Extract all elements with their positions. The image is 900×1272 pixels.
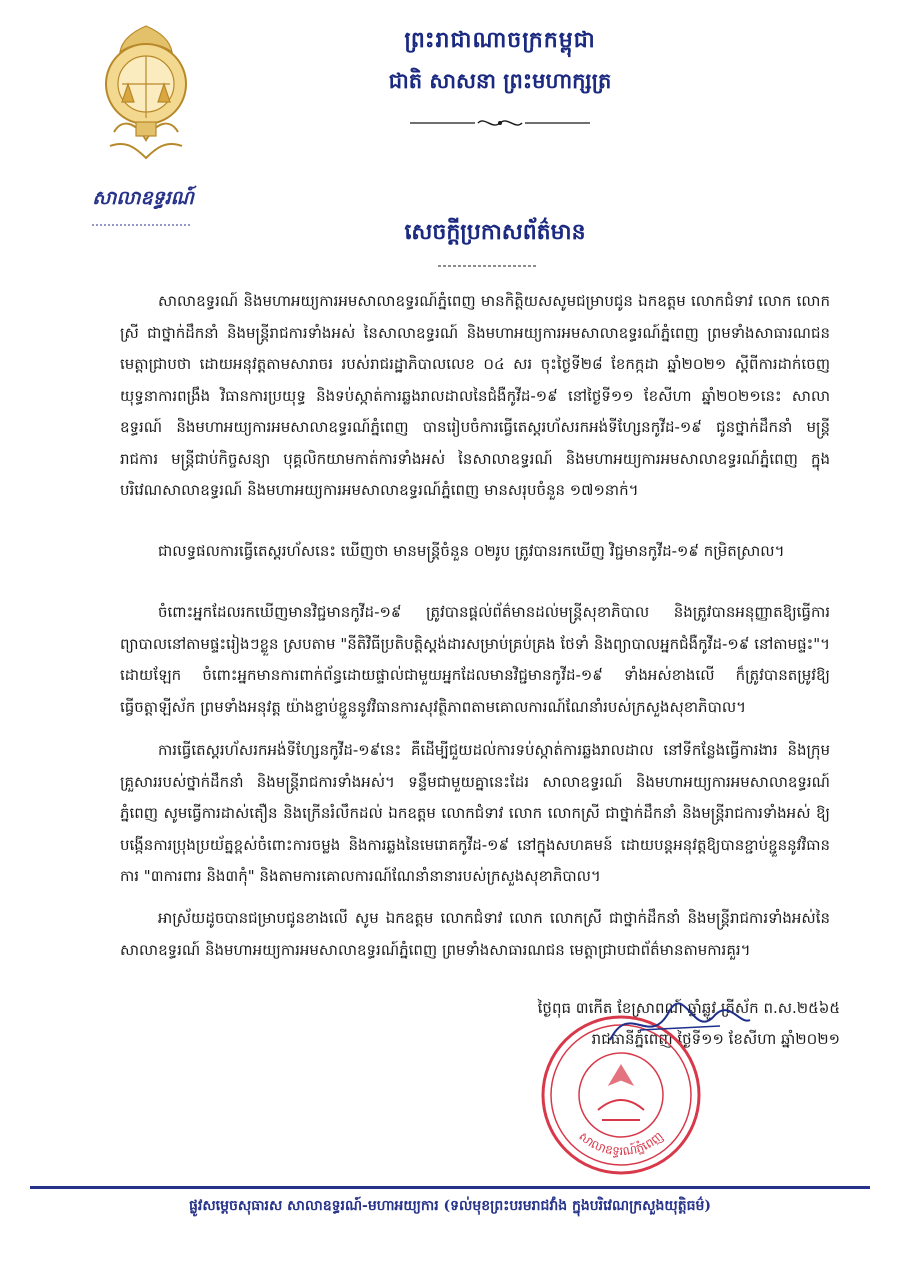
header-ornament bbox=[410, 116, 590, 130]
solar-date: រាជធានីភ្នំពេញ ថ្ងៃទី១១ ខែសីហា ឆ្នាំ២០២១ bbox=[591, 1030, 840, 1048]
paragraph-1-text: សាលាឧទ្ធរណ៍ និងមហាអយ្យការអមសាលាឧទ្ធរណ៍ភ្នំពេញ មានកិត្តិយសសូមជម្រាបជូន ឯកឧត្តម លោកជំទាវ លោក លោកស្រី ជាថ្នាក់ដឹកនាំ និងមន្ត្រីរាជការទាំងអស់ នៃសាលាឧទ្ធរណ៍ និងមហាអយ្យការអមសាលាឧទ្ធរណ៍ភ្នំពេញ ព្រមទាំងសាធារណជន មេត្តាជ្រាបថា ដោយអនុវត្តតាមសារាចរ របស់រាជរដ្ឋាភិបាលលេខ ០៤ សរ ចុះថ្ងៃទី២៨ ខែកក្កដា ឆ្នាំ២០២១ ស្តីពីការដាក់ចេញយុទ្ធនាការពង្រឹង វិធានការប្រយុទ្ធ និងទប់ស្កាត់ការឆ្លងរាលដាលនៃជំងឺកូវីដ-១៩ នៅថ្ងៃទី១១ ខែសីហា ឆ្នាំ២០២១នេះ សាលាឧទ្ធរណ៍ និងមហាអយ្យការអមសាលាឧទ្ធរណ៍ភ្នំពេញ បានរៀបចំការធ្វើតេស្តរហ័សរកអង់ទីហ្សែនកូវីដ-១៩ ជូនថ្នាក់ដឹកនាំ មន្ត្រីរាជការ មន្ត្រីជាប់កិច្ចសន្យា បុគ្គលិកយាមកាត់ការទាំងអស់ នៃសាលាឧទ្ធរណ៍ និងមហាអយ្យការអមសាលាឧទ្ធរណ៍ភ្នំពេញ ក្នុងបរិវេណសាលាឧទ្ធរណ៍ និងមហាអយ្យការអមសាលាឧទ្ធរណ៍ភ្នំពេញ មានសរុបចំនួន ១៧១នាក់។ bbox=[120, 292, 830, 499]
footer-address: ផ្លូវសម្តេចសុធារស សាលាឧទ្ធរណ៍-មហាអយ្យការ (ទល់មុខព្រះបរមរាជវាំង ក្នុងបរិវេណក្រសួងយុត្តិធម៌) bbox=[189, 1198, 711, 1214]
footer-divider bbox=[30, 1186, 870, 1189]
paragraph-3-text: ចំពោះអ្នកដែលរកឃើញមានវិជ្ជមានកូវីដ-១៩ ត្រូវបានផ្តល់ព័ត៌មានដល់មន្ត្រីសុខាភិបាល និងត្រូវបានអនុញ្ញាតឱ្យធ្វើការព្យាបាលនៅតាមផ្ទះរៀងៗខ្លួន ស្របតាម "នីតិវិធីប្រតិបត្តិស្តង់ដារសម្រាប់គ្រប់គ្រង ថែទាំ និងព្យាបាលអ្នកជំងឺកូវីដ-១៩ នៅតាមផ្ទះ"។ ដោយឡែក ចំពោះអ្នកមានការពាក់ព័ន្ធដោយផ្ទាល់ជាមួយអ្នកដែលមានវិជ្ជមានកូវីដ-១៩ ទាំងអស់ខាងលើ ក៏ត្រូវបានតម្រូវឱ្យធ្វើចត្តាឡីស័ក ព្រមទាំងអនុវត្ត យ៉ាងខ្ជាប់ខ្ជួននូវវិធានការសុវត្ថិភាពតាមគោលការណ៍ណែនាំរបស់ក្រសួងសុខាភិបាល។ bbox=[120, 603, 830, 716]
lunar-date: ថ្ងៃពុធ ៣កើត ខែស្រាពណ៍ ឆ្នាំឆ្លូវ ត្រីស័ក ព.ស.២៥៦៥ bbox=[537, 999, 840, 1017]
org-divider bbox=[92, 222, 192, 228]
kingdom-heading: ព្រះរាជាណាចក្រកម្ពុជា bbox=[404, 27, 596, 53]
svg-text:សាលាឧទ្ធរណ៍ភ្នំពេញ bbox=[576, 1129, 665, 1158]
organization-name: សាលាឧទ្ធរណ៍ bbox=[92, 187, 194, 209]
paragraph-3 bbox=[120, 597, 830, 723]
paragraph-4 bbox=[120, 735, 830, 893]
paragraph-5-text: អាស្រ័យដូចបានជម្រាបជូនខាងលើ សូម ឯកឧត្តម លោកជំទាវ លោក លោកស្រី ជាថ្នាក់ដឹកនាំ និងមន្ត្រីរាជការទាំងអស់នៃសាលាឧទ្ធរណ៍ និងមហាអយ្យការអមសាលាឧទ្ធរណ៍ភ្នំពេញ ព្រមទាំងសាធារណជន មេត្តាជ្រាបជាព័ត៌មានតាមការគួរ។ bbox=[120, 909, 830, 959]
paragraph-4-text: ការធ្វើតេស្តរហ័សរកអង់ទីហ្សែនកូវីដ-១៩នេះ គឺដើម្បីជួយដល់ការទប់ស្កាត់ការឆ្លងរាលដាល នៅទីកន្លែងធ្វើការងារ និងក្រុមគ្រួសាររបស់ថ្នាក់ដឹកនាំ និងមន្ត្រីរាជការទាំងអស់។ ទន្ទឹមជាមួយគ្នានេះដែរ សាលាឧទ្ធរណ៍ និងមហាអយ្យការអមសាលាឧទ្ធរណ៍ភ្នំពេញ សូមធ្វើការដាស់តឿន និងក្រើនរំលឹកដល់ ឯកឧត្តម លោកជំទាវ លោក លោកស្រី ជាថ្នាក់ដឹកនាំ និងមន្ត្រីរាជការទាំងអស់ ឱ្យបង្កើនការប្រុងប្រយ័ត្នខ្ពស់ចំពោះការចម្លង និងការឆ្លងនៃមេរោគកូវីដ-១៩ នៅក្នុងសហគមន៍ ដោយបន្តអនុវត្តឱ្យបានខ្ជាប់ខ្ជួននូវវិធានការ "៣ការពារ និង៣កុំ" និងតាមការគោលការណ៍ណែនាំនានារបស់ក្រសួងសុខាភិបាល។ bbox=[120, 741, 830, 885]
paragraph-1 bbox=[120, 286, 830, 507]
document-title: សេចក្តីប្រកាសព័ត៌មាន bbox=[404, 219, 586, 245]
seal-text: សាលាឧទ្ធរណ៍ភ្នំពេញ bbox=[576, 1128, 666, 1159]
paragraph-2 bbox=[120, 536, 830, 568]
national-motto: ជាតិ សាសនា ព្រះមហាក្សត្រ bbox=[388, 68, 612, 93]
royal-coat-of-arms-emblem bbox=[92, 22, 200, 172]
paragraph-2-text: ជាលទ្ធផលការធ្វើតេស្តរហ័សនេះ ឃើញថា មានមន្ត្រីចំនួន ០២រូប ត្រូវបានរកឃើញ វិជ្ជមានកូវីដ-១៩ កម្រិតស្រាល។ bbox=[158, 542, 785, 560]
title-ornament bbox=[438, 262, 538, 270]
paragraph-5 bbox=[120, 903, 830, 966]
handwritten-signature bbox=[600, 980, 760, 1060]
